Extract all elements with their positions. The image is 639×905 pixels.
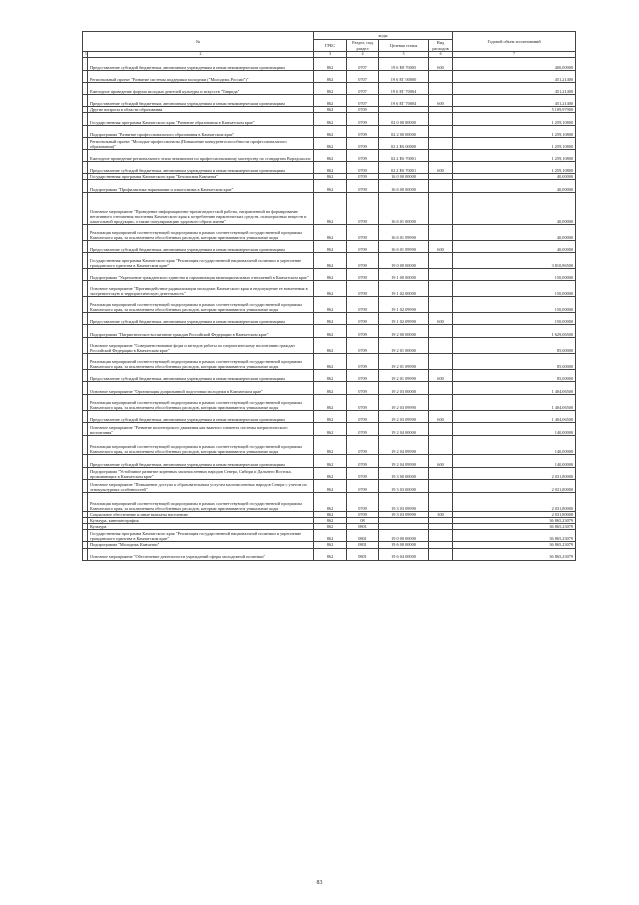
row-grbs: 862 (314, 313, 347, 325)
row-amount: 451,21400 (453, 71, 576, 83)
row-grbs: 862 (314, 95, 347, 107)
table-row (83, 370, 576, 382)
row-grbs: 862 (314, 174, 347, 180)
row-target: 19 6 EГ 70004 (379, 83, 429, 95)
row-name: Основное мероприятие "Обеспечение деятельности учреждений сферы молодежной политики" (88, 548, 314, 560)
row-section: 0709 (347, 468, 379, 480)
table-row (83, 297, 576, 313)
row-section: 0709 (347, 253, 379, 269)
row-target: 19 2 04 09990 (379, 436, 429, 455)
row-name: Подпрограмма "Устойчивое развитие коренных малочисленных народов Севера, Сибири и Дальнего Востока, проживающих в Камчатском крае" (88, 468, 314, 480)
row-name: Основное мероприятие "Проведение информационно-пропагандистской работы, направленной на формирование негативного отношения населения Камчатского края к потреблению наркотических средств, психотропных веществ и алкогольной продукции, а также популяризацию здорового образа жизни" (88, 193, 314, 225)
row-type: 600 (429, 370, 453, 382)
row-section: 0709 (347, 174, 379, 180)
row-amount: 140,00000 (453, 455, 576, 468)
row-type (429, 269, 453, 281)
row-grbs: 862 (314, 83, 347, 95)
row-target: 19 2 04 00000 (379, 423, 429, 436)
row-grbs: 862 (314, 480, 347, 493)
table-row (83, 338, 576, 354)
row-amount: 36 865,23079 (453, 524, 576, 530)
header-grbs: ГРБС (314, 40, 347, 52)
row-type (429, 126, 453, 138)
row-grbs: 862 (314, 530, 347, 542)
row-grbs: 862 (314, 225, 347, 241)
header-amount: Годовой объем ассигнований (453, 32, 576, 52)
table-row (83, 193, 576, 225)
row-name: Государственная программа Камчатского края "Безопасная Камчатка" (88, 174, 314, 180)
row-grbs: 862 (314, 253, 347, 269)
row-section: 0709 (347, 241, 379, 253)
row-name: Культура, кинематография (88, 518, 314, 524)
row-amount: 2 031,80000 (453, 480, 576, 493)
row-section: 0709 (347, 411, 379, 423)
header-num: № (83, 32, 314, 52)
row-grbs: 862 (314, 241, 347, 253)
page-number: 83 (316, 880, 323, 886)
row-amount: 2 031,80000 (453, 493, 576, 512)
row-name: Подпрограмма "Развитие профессионального образования в Камчатском крае" (88, 126, 314, 138)
row-target: 19 6 04 00000 (379, 548, 429, 560)
row-target: 19 0 00 00000 (379, 253, 429, 269)
row-name: Реализация мероприятий соответствующей подпрограммы в рамках соответствующей государственной программы Камчатского края, за исключением обособленных расходов, которым присваиваются уникальные коды (88, 225, 314, 241)
row-type (429, 297, 453, 313)
table-row (83, 493, 576, 512)
row-target: 19 2 04 09990 (379, 455, 429, 468)
row-type (429, 354, 453, 370)
row-grbs: 862 (314, 542, 347, 548)
row-type: 600 (429, 95, 453, 107)
row-target: 19 6 00 00000 (379, 542, 429, 548)
row-type: 600 (429, 241, 453, 253)
row-grbs: 862 (314, 524, 347, 530)
row-section: 0709 (347, 193, 379, 225)
row-type (429, 436, 453, 455)
table-row (83, 83, 576, 95)
row-amount: 40,00000 (453, 225, 576, 241)
row-type (429, 338, 453, 354)
row-section: 0707 (347, 83, 379, 95)
row-section: 0709 (347, 138, 379, 150)
row-target: 19 2 03 09990 (379, 411, 429, 423)
table-row (83, 411, 576, 423)
row-section: 0709 (347, 480, 379, 493)
row-name: Реализация мероприятий соответствующей подпрограммы в рамках соответствующей государственной программы Камчатского края, за исключением обособленных расходов, которым присваиваются уникальные коды (88, 297, 314, 313)
row-amount: 1 259,10800 (453, 113, 576, 126)
row-name: Основное мероприятие "Развитие волонтерского движения как важного элемента системы патриотического воспитания" (88, 423, 314, 436)
row-amount: 451,21400 (453, 95, 576, 107)
row-section: 0709 (347, 423, 379, 436)
row-amount: 150,00000 (453, 297, 576, 313)
row-name: Предоставление субсидий бюджетным, автономным учреждениям и иным некоммерческим организациям (88, 313, 314, 325)
row-target: 19 3 03 00000 (379, 480, 429, 493)
row-grbs: 862 (314, 150, 347, 162)
row-target: 19 2 03 00000 (379, 382, 429, 395)
row-amount: 140,00000 (453, 436, 576, 455)
row-grbs: 862 (314, 71, 347, 83)
row-name: Государственная программа Камчатского края "Реализация государственной национальной политики и укрепление гражданского единства в Камчатском крае" (88, 530, 314, 542)
row-grbs: 862 (314, 493, 347, 512)
row-target: 16 6 01 09990 (379, 225, 429, 241)
colnum-6: 6 (429, 52, 453, 58)
row-type (429, 325, 453, 338)
row-name: Подпрограмма "Патриотическое воспитание граждан Российской Федерации в Камчатском крае" (88, 325, 314, 338)
row-grbs: 862 (314, 138, 347, 150)
row-amount: 1 404,06500 (453, 395, 576, 411)
colnum-1: 1 (83, 52, 88, 58)
row-amount: 1 259,10800 (453, 138, 576, 150)
row-section: 0709 (347, 325, 379, 338)
row-grbs: 862 (314, 455, 347, 468)
row-grbs: 862 (314, 354, 347, 370)
row-section: 0709 (347, 395, 379, 411)
row-name: Предоставление субсидий бюджетным, автономным учреждениям и иным некоммерческим организациям (88, 370, 314, 382)
row-section: 0709 (347, 162, 379, 174)
row-section: 0709 (347, 455, 379, 468)
row-amount: 1 629,06500 (453, 325, 576, 338)
table-row (83, 530, 576, 542)
row-section: 0709 (347, 436, 379, 455)
row-type: 600 (429, 162, 453, 174)
row-amount: 36 865,23079 (453, 530, 576, 542)
row-section: 0709 (347, 338, 379, 354)
row-grbs: 862 (314, 411, 347, 423)
budget-table (82, 31, 576, 561)
row-amount: 150,00000 (453, 269, 576, 281)
row-name: Региональный проект "Молодые профессионалы (Повышение конкурентоспособности профессионального образования)" (88, 138, 314, 150)
table-row (83, 126, 576, 138)
row-type (429, 180, 453, 193)
row-type: 600 (429, 313, 453, 325)
row-section: 0709 (347, 370, 379, 382)
row-grbs: 862 (314, 107, 347, 113)
table-row (83, 269, 576, 281)
header-type: Вид расходов (429, 40, 453, 52)
row-grbs: 862 (314, 180, 347, 193)
row-type (429, 113, 453, 126)
row-amount: 85,00000 (453, 338, 576, 354)
table-row (83, 313, 576, 325)
row-target: 02 0 00 00000 (379, 113, 429, 126)
table-row (83, 95, 576, 107)
row-target: 19 3 00 00000 (379, 468, 429, 480)
table-row (83, 548, 576, 560)
row-target: 19 1 02 09990 (379, 297, 429, 313)
row-name: Реализация мероприятий соответствующей подпрограммы в рамках соответствующей государственной программы Камчатского края, за исключением обособленных расходов, которым присваиваются уникальные коды (88, 354, 314, 370)
row-target: 19 2 01 09990 (379, 370, 429, 382)
colnum-3: 3 (314, 52, 347, 58)
row-section: 0801 (347, 548, 379, 560)
table-row (83, 150, 576, 162)
row-grbs: 862 (314, 548, 347, 560)
row-name: Предоставление субсидий бюджетным, автономным учреждениям и иным некоммерческим организациям (88, 411, 314, 423)
table-row (83, 138, 576, 150)
row-section: 0707 (347, 95, 379, 107)
row-target: 19 2 00 00000 (379, 325, 429, 338)
row-target: 02 2 E6 70001 (379, 150, 429, 162)
row-section: 0709 (347, 281, 379, 297)
row-target: 19 2 01 00000 (379, 338, 429, 354)
table-row (83, 241, 576, 253)
row-target: 19 1 02 09990 (379, 313, 429, 325)
row-name: Реализация мероприятий соответствующей подпрограммы в рамках соответствующей государственной программы Камчатского края, за исключением обособленных расходов, которым присваиваются уникальные коды (88, 493, 314, 512)
row-grbs: 862 (314, 468, 347, 480)
row-name: Реализация мероприятий соответствующей подпрограммы в рамках соответствующей государственной программы Камчатского края, за исключением обособленных расходов, которым присваиваются уникальные коды (88, 436, 314, 455)
table-row (83, 382, 576, 395)
header-target: Целевая статья (379, 40, 429, 52)
row-grbs: 862 (314, 193, 347, 225)
colnum-7: 7 (453, 52, 576, 58)
row-section: 0801 (347, 524, 379, 530)
row-section: 0709 (347, 150, 379, 162)
table-header (83, 32, 576, 58)
row-name: Ежегодное проведение регионального этапа чемпионата по профессиональному мастерству по стандартам Ворлдскиллс (88, 150, 314, 162)
row-type (429, 71, 453, 83)
row-grbs: 862 (314, 395, 347, 411)
row-name: Культура (88, 524, 314, 530)
row-amount: 2 031,80000 (453, 512, 576, 518)
row-target: 19 1 00 00000 (379, 269, 429, 281)
row-type (429, 281, 453, 297)
row-amount: 140,00000 (453, 423, 576, 436)
row-section: 0709 (347, 126, 379, 138)
row-amount: 40,00000 (453, 241, 576, 253)
row-name: Предоставление субсидий бюджетным, автономным учреждениям и иным некоммерческим организациям (88, 162, 314, 174)
row-target: 19 0 00 00000 (379, 530, 429, 542)
row-target: 19 6 EГ 70004 (379, 95, 429, 107)
row-target: 19 3 03 09990 (379, 493, 429, 512)
row-grbs: 862 (314, 338, 347, 354)
table-row (83, 468, 576, 480)
row-grbs: 862 (314, 512, 347, 518)
table-row (83, 354, 576, 370)
table-row (83, 253, 576, 269)
row-amount: 1 404,06500 (453, 382, 576, 395)
header-codes: коды (314, 32, 453, 40)
row-amount: 36 865,23079 (453, 518, 576, 524)
row-type (429, 468, 453, 480)
row-section: 0709 (347, 382, 379, 395)
row-grbs: 862 (314, 113, 347, 126)
row-type (429, 423, 453, 436)
row-name: Предоставление субсидий бюджетным, автономным учреждениям и иным некоммерческим организациям (88, 455, 314, 468)
row-grbs: 862 (314, 436, 347, 455)
row-name: Ежегодное проведение форума молодых деятелей культуры и искусств "Таврида" (88, 83, 314, 95)
row-amount: 40,00000 (453, 180, 576, 193)
row-type (429, 493, 453, 512)
row-section: 0709 (347, 512, 379, 518)
row-type (429, 138, 453, 150)
row-amount: 451,21400 (453, 83, 576, 95)
header-section: Раздел, под раздел (347, 40, 379, 52)
row-amount: 2 031,80000 (453, 468, 576, 480)
row-target: 19 6 EГ 00000 (379, 71, 429, 83)
table-row (83, 58, 576, 71)
row-section: 0709 (347, 269, 379, 281)
row-amount: 150,00000 (453, 281, 576, 297)
row-section: 0709 (347, 493, 379, 512)
row-section: 0709 (347, 225, 379, 241)
row-name: Основное мероприятие "Противодействие радикализации молодежи Камчатского края и недопущение ее вовлечения в экстремистскую и террористическую деятельность" (88, 281, 314, 297)
row-amount: 40,00000 (453, 193, 576, 225)
row-amount: 36 865,23079 (453, 548, 576, 560)
row-section: 0709 (347, 113, 379, 126)
row-grbs: 862 (314, 281, 347, 297)
row-type: 600 (429, 58, 453, 71)
row-name: Основное мероприятие "Организация допризывной подготовки молодежи в Камчатском крае" (88, 382, 314, 395)
colnum-2: 2 (88, 52, 314, 58)
row-grbs: 862 (314, 370, 347, 382)
row-amount: 3 810,86500 (453, 253, 576, 269)
row-type (429, 548, 453, 560)
row-amount: 150,00000 (453, 313, 576, 325)
row-section: 0709 (347, 107, 379, 113)
row-target: 19 2 01 09990 (379, 354, 429, 370)
table-row (83, 162, 576, 174)
table-row (83, 436, 576, 455)
row-grbs: 862 (314, 269, 347, 281)
row-target: 02 2 E6 00000 (379, 138, 429, 150)
colnum-4: 4 (347, 52, 379, 58)
row-amount: 40,00000 (453, 174, 576, 180)
row-target: 19 1 02 00000 (379, 281, 429, 297)
table-row (83, 395, 576, 411)
row-target: 19 2 03 09990 (379, 395, 429, 411)
colnum-5: 5 (379, 52, 429, 58)
table-row (83, 281, 576, 297)
row-name: Государственная программа Камчатского края "Развитие образования в Камчатском крае" (88, 113, 314, 126)
table-row (83, 225, 576, 241)
row-type (429, 530, 453, 542)
row-type (429, 382, 453, 395)
row-section: 0707 (347, 58, 379, 71)
row-target: 16 6 00 00000 (379, 180, 429, 193)
row-name: Реализация мероприятий соответствующей подпрограммы в рамках соответствующей государственной программы Камчатского края, за исключением обособленных расходов, которым присваиваются уникальные коды (88, 395, 314, 411)
row-name: Подпрограмма "Укрепление гражданского единства и гармонизация межнациональных отношений в Камчатском крае" (88, 269, 314, 281)
row-amount: 1 259,10800 (453, 162, 576, 174)
row-amount: 1 404,06500 (453, 411, 576, 423)
row-section: 0801 (347, 542, 379, 548)
row-section: 0709 (347, 313, 379, 325)
row-amount: 1 259,10800 (453, 150, 576, 162)
row-name: Региональный проект "Развитие системы поддержки молодежи ("Молодежь России")" (88, 71, 314, 83)
row-grbs: 862 (314, 382, 347, 395)
row-grbs: 862 (314, 423, 347, 436)
row-target: 02 2 E6 70001 (379, 162, 429, 174)
table-row (83, 480, 576, 493)
row-name: Предоставление субсидий бюджетным, автономным учреждениям и иным некоммерческим организациям (88, 95, 314, 107)
row-grbs: 862 (314, 162, 347, 174)
row-name: Социальное обеспечение и иные выплаты населению (88, 512, 314, 518)
row-type (429, 150, 453, 162)
row-section: 0707 (347, 71, 379, 83)
table-row (83, 71, 576, 83)
row-grbs: 862 (314, 58, 347, 71)
row-section: 0709 (347, 297, 379, 313)
row-grbs: 862 (314, 297, 347, 313)
row-type (429, 225, 453, 241)
table-row (83, 113, 576, 126)
row-name: Предоставление субсидий бюджетным, автономным учреждениям и иным некоммерческим организациям (88, 58, 314, 71)
table-row (83, 325, 576, 338)
row-section: 0709 (347, 180, 379, 193)
row-name: Государственная программа Камчатского края "Реализация государственной национальной политики и укрепление гражданского единства в Камчатском крае" (88, 253, 314, 269)
row-type (429, 193, 453, 225)
row-type (429, 480, 453, 493)
row-type: 600 (429, 411, 453, 423)
row-type: 600 (429, 455, 453, 468)
row-name: Основное мероприятие "Повышение доступа к образовательным услугам малочисленных народов Севера с учетом их этнокультурных особенностей" (88, 480, 314, 493)
row-type (429, 395, 453, 411)
row-grbs: 862 (314, 126, 347, 138)
table-body (83, 58, 576, 561)
row-amount: 400,00000 (453, 58, 576, 71)
row-type (429, 83, 453, 95)
row-name: Предоставление субсидий бюджетным, автономным учреждениям и иным некоммерческим организациям (88, 241, 314, 253)
row-amount: 5 109,97900 (453, 107, 576, 113)
table-row (83, 180, 576, 193)
row-name: Подпрограмма "Молодежь Камчатки" (88, 542, 314, 548)
row-section: 0801 (347, 530, 379, 542)
table-row (83, 423, 576, 436)
row-target: 16 6 01 09990 (379, 241, 429, 253)
row-target: 16 6 01 00000 (379, 193, 429, 225)
row-name: Другие вопросы в области образования (88, 107, 314, 113)
row-amount: 85,00000 (453, 354, 576, 370)
row-type (429, 253, 453, 269)
row-type: 300 (429, 512, 453, 518)
row-amount: 85,00000 (453, 370, 576, 382)
table-row (83, 455, 576, 468)
row-amount: 1 259,10800 (453, 126, 576, 138)
row-grbs: 862 (314, 325, 347, 338)
row-target: 16 0 00 00000 (379, 174, 429, 180)
row-grbs: 862 (314, 518, 347, 524)
row-name: Основное мероприятие "Совершенствование форм и методов работы по патриотическому воспитанию граждан Российской Федерации в Камчатском крае" (88, 338, 314, 354)
row-amount: 36 865,23079 (453, 542, 576, 548)
row-section: 0709 (347, 354, 379, 370)
row-target: 19 6 E8 70005 (379, 58, 429, 71)
row-target: 02 2 00 00000 (379, 126, 429, 138)
row-target: 19 3 03 09990 (379, 512, 429, 518)
row-name: Подпрограмма "Профилактика наркомании и алкоголизма в Камчатском крае" (88, 180, 314, 193)
row-section: 08 (347, 518, 379, 524)
